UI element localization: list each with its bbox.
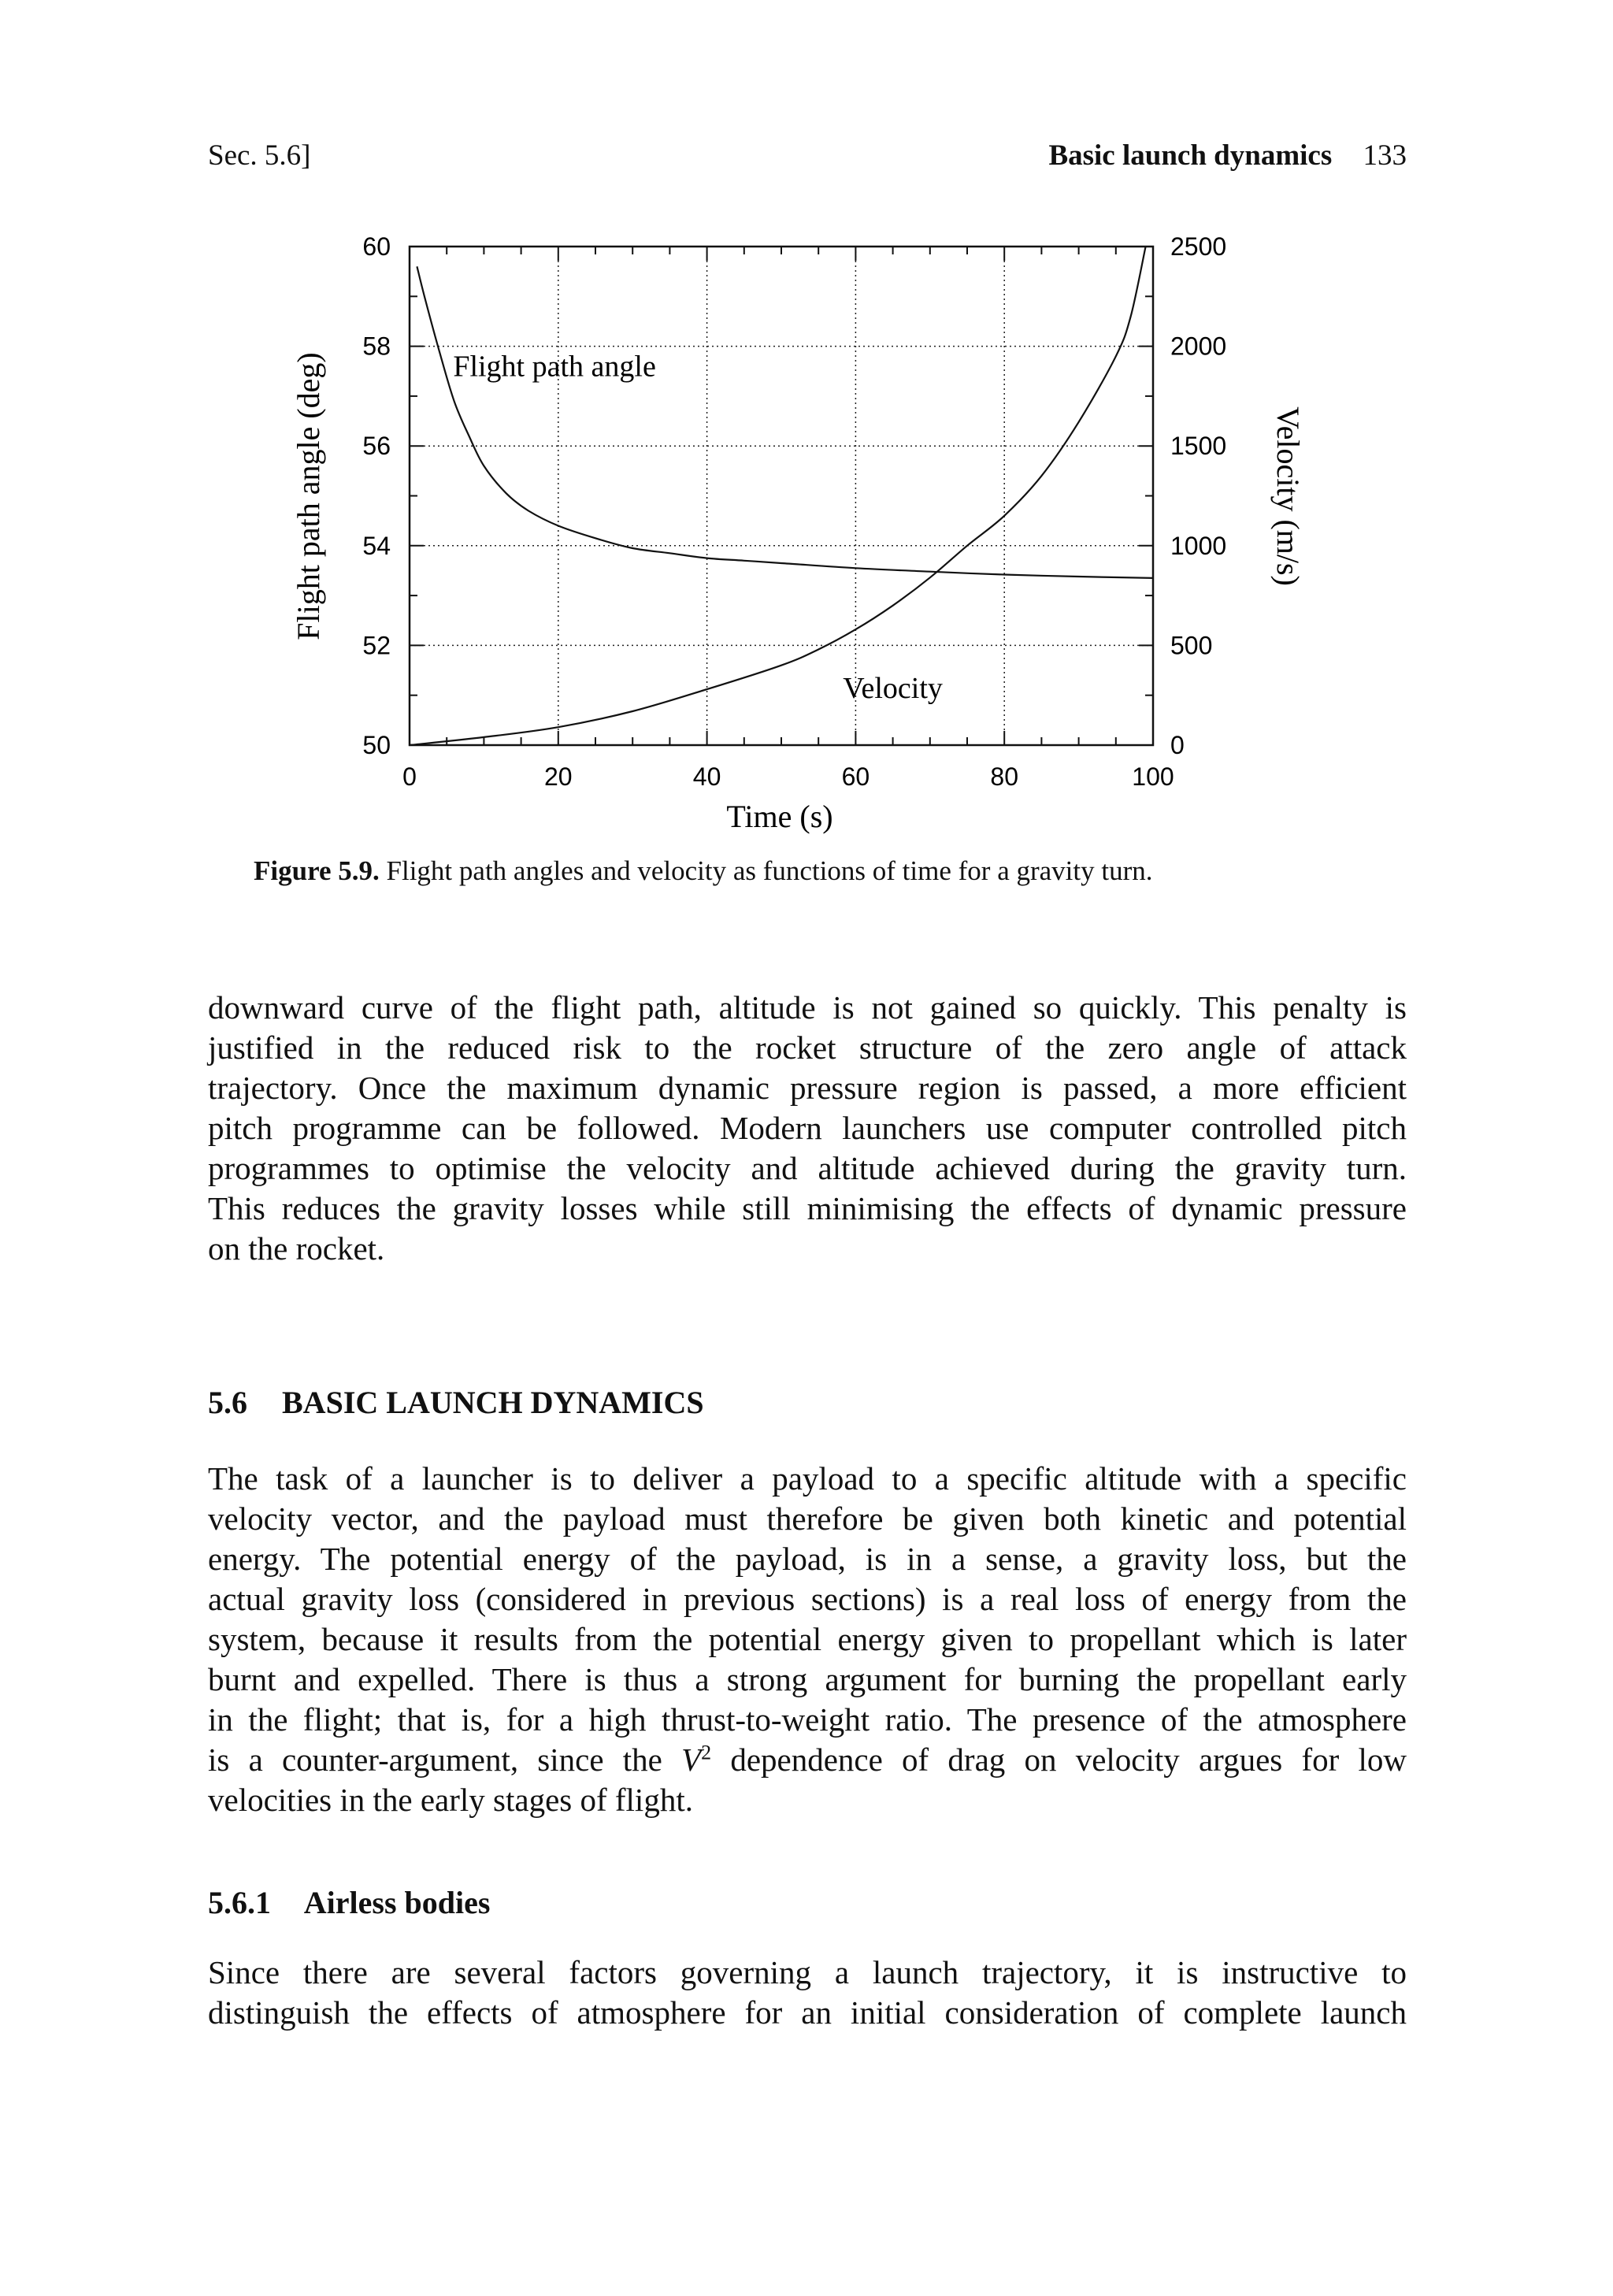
y-left-tick-label: 50 bbox=[362, 731, 391, 759]
text-line: pitch programme can be followed. Modern launchers use computer controlled pitch bbox=[208, 1110, 1407, 1146]
x-tick-label: 60 bbox=[841, 762, 870, 791]
text-line: This reduces the gravity losses while still minimising the effects of dynamic pressure bbox=[208, 1190, 1407, 1226]
text-line: system, because it results from the potential energy given to propellant which is later bbox=[208, 1621, 1407, 1657]
text-line: velocities in the early stages of flight. bbox=[208, 1782, 693, 1818]
y-right-tick-label: 500 bbox=[1170, 631, 1213, 660]
text-line: burnt and expelled. There is thus a strong argument for burning the propellant early bbox=[208, 1661, 1407, 1697]
series-line-velocity bbox=[410, 247, 1146, 745]
subsection-title: Airless bodies bbox=[303, 1885, 491, 1920]
y-right-tick-label: 1000 bbox=[1170, 531, 1227, 560]
plot-frame bbox=[410, 247, 1153, 745]
x-tick-label: 80 bbox=[990, 762, 1018, 791]
text-line: velocity vector, and the payload must therefore be given both kinetic and potential bbox=[208, 1500, 1407, 1537]
paragraph-1 bbox=[208, 988, 1407, 1269]
annotation-label: Flight path angle bbox=[453, 350, 656, 384]
y-left-tick-label: 60 bbox=[362, 232, 391, 261]
section-number: 5.6 bbox=[208, 1385, 247, 1420]
y-left-tick-label: 58 bbox=[362, 332, 391, 361]
y-axis-right-label: Velocity (m/s) bbox=[1270, 406, 1306, 586]
figure-caption bbox=[254, 855, 1435, 887]
text-line: downward curve of the flight path, altitude is not gained so quickly. This penalty is bbox=[208, 989, 1407, 1026]
section-title: BASIC LAUNCH DYNAMICS bbox=[282, 1385, 704, 1420]
section-heading bbox=[208, 1384, 704, 1421]
text-line: energy. The potential energy of the payload, is in a sense, a gravity loss, but the bbox=[208, 1541, 1407, 1577]
y-right-tick-label: 2000 bbox=[1170, 332, 1227, 361]
annotation-label: Velocity bbox=[843, 671, 943, 705]
paragraph-3 bbox=[208, 1953, 1407, 2033]
math-superscript: 2 bbox=[701, 1741, 712, 1764]
text-line-with-math bbox=[208, 1740, 1407, 1780]
annotations bbox=[453, 351, 943, 705]
x-tick-label: 100 bbox=[1132, 762, 1174, 791]
text-line: in the flight; that is, for a high thrust-to-weight ratio. The presence of the atmosphere bbox=[208, 1701, 1407, 1738]
text-line: The task of a launcher is to deliver a payload to a specific altitude with a specific bbox=[208, 1460, 1407, 1497]
x-tick-label: 20 bbox=[544, 762, 573, 791]
y-axis-left-label: Flight path angle (deg) bbox=[291, 352, 326, 640]
tick-labels bbox=[362, 232, 1226, 791]
text-line: programmes to optimise the velocity and altitude achieved during the gravity turn. bbox=[208, 1150, 1407, 1186]
y-right-tick-label: 1500 bbox=[1170, 432, 1227, 461]
grid-lines bbox=[410, 247, 1153, 745]
x-tick-label: 40 bbox=[692, 762, 721, 791]
running-title: Basic launch dynamics bbox=[1048, 139, 1333, 172]
text-line: distinguish the effects of atmosphere for an initial consideration of complete launch bbox=[208, 1994, 1407, 2031]
x-tick-label: 0 bbox=[402, 762, 417, 791]
text-line: actual gravity loss (considered in previous sections) is a real loss of energy from the bbox=[208, 1581, 1407, 1617]
subsection-heading bbox=[208, 1884, 490, 1921]
figure-label: Figure 5.9. bbox=[254, 855, 380, 886]
subsection-number: 5.6.1 bbox=[208, 1885, 271, 1920]
math-variable: V bbox=[681, 1741, 702, 1778]
series-lines bbox=[410, 247, 1153, 745]
y-left-tick-label: 54 bbox=[362, 531, 391, 560]
figure-caption-text: Flight path angles and velocity as functions of time for a gravity turn. bbox=[386, 855, 1153, 886]
tick-marks bbox=[410, 247, 1153, 745]
section-reference: Sec. 5.6] bbox=[208, 139, 311, 172]
text-line: trajectory. Once the maximum dynamic pressure region is passed, a more efficient bbox=[208, 1070, 1407, 1106]
figure-chart bbox=[0, 0, 1613, 843]
text-line: on the rocket. bbox=[208, 1230, 385, 1267]
paragraph-2 bbox=[208, 1459, 1407, 1820]
y-right-tick-label: 2500 bbox=[1170, 232, 1227, 261]
x-axis-label: Time (s) bbox=[726, 799, 833, 834]
text-fragment: dependence of drag on velocity argues for low bbox=[711, 1741, 1407, 1778]
page-number: 133 bbox=[1363, 139, 1407, 172]
y-right-tick-label: 0 bbox=[1170, 731, 1185, 759]
text-fragment: is a counter-argument, since the bbox=[208, 1741, 682, 1778]
text-line: justified in the reduced risk to the rocket structure of the zero angle of attack bbox=[208, 1029, 1407, 1066]
y-left-tick-label: 52 bbox=[362, 631, 391, 660]
y-left-tick-label: 56 bbox=[362, 432, 391, 461]
text-line: Since there are several factors governing a launch trajectory, it is instructive to bbox=[208, 1954, 1407, 1990]
series-line-flight-path-angle bbox=[417, 266, 1153, 578]
